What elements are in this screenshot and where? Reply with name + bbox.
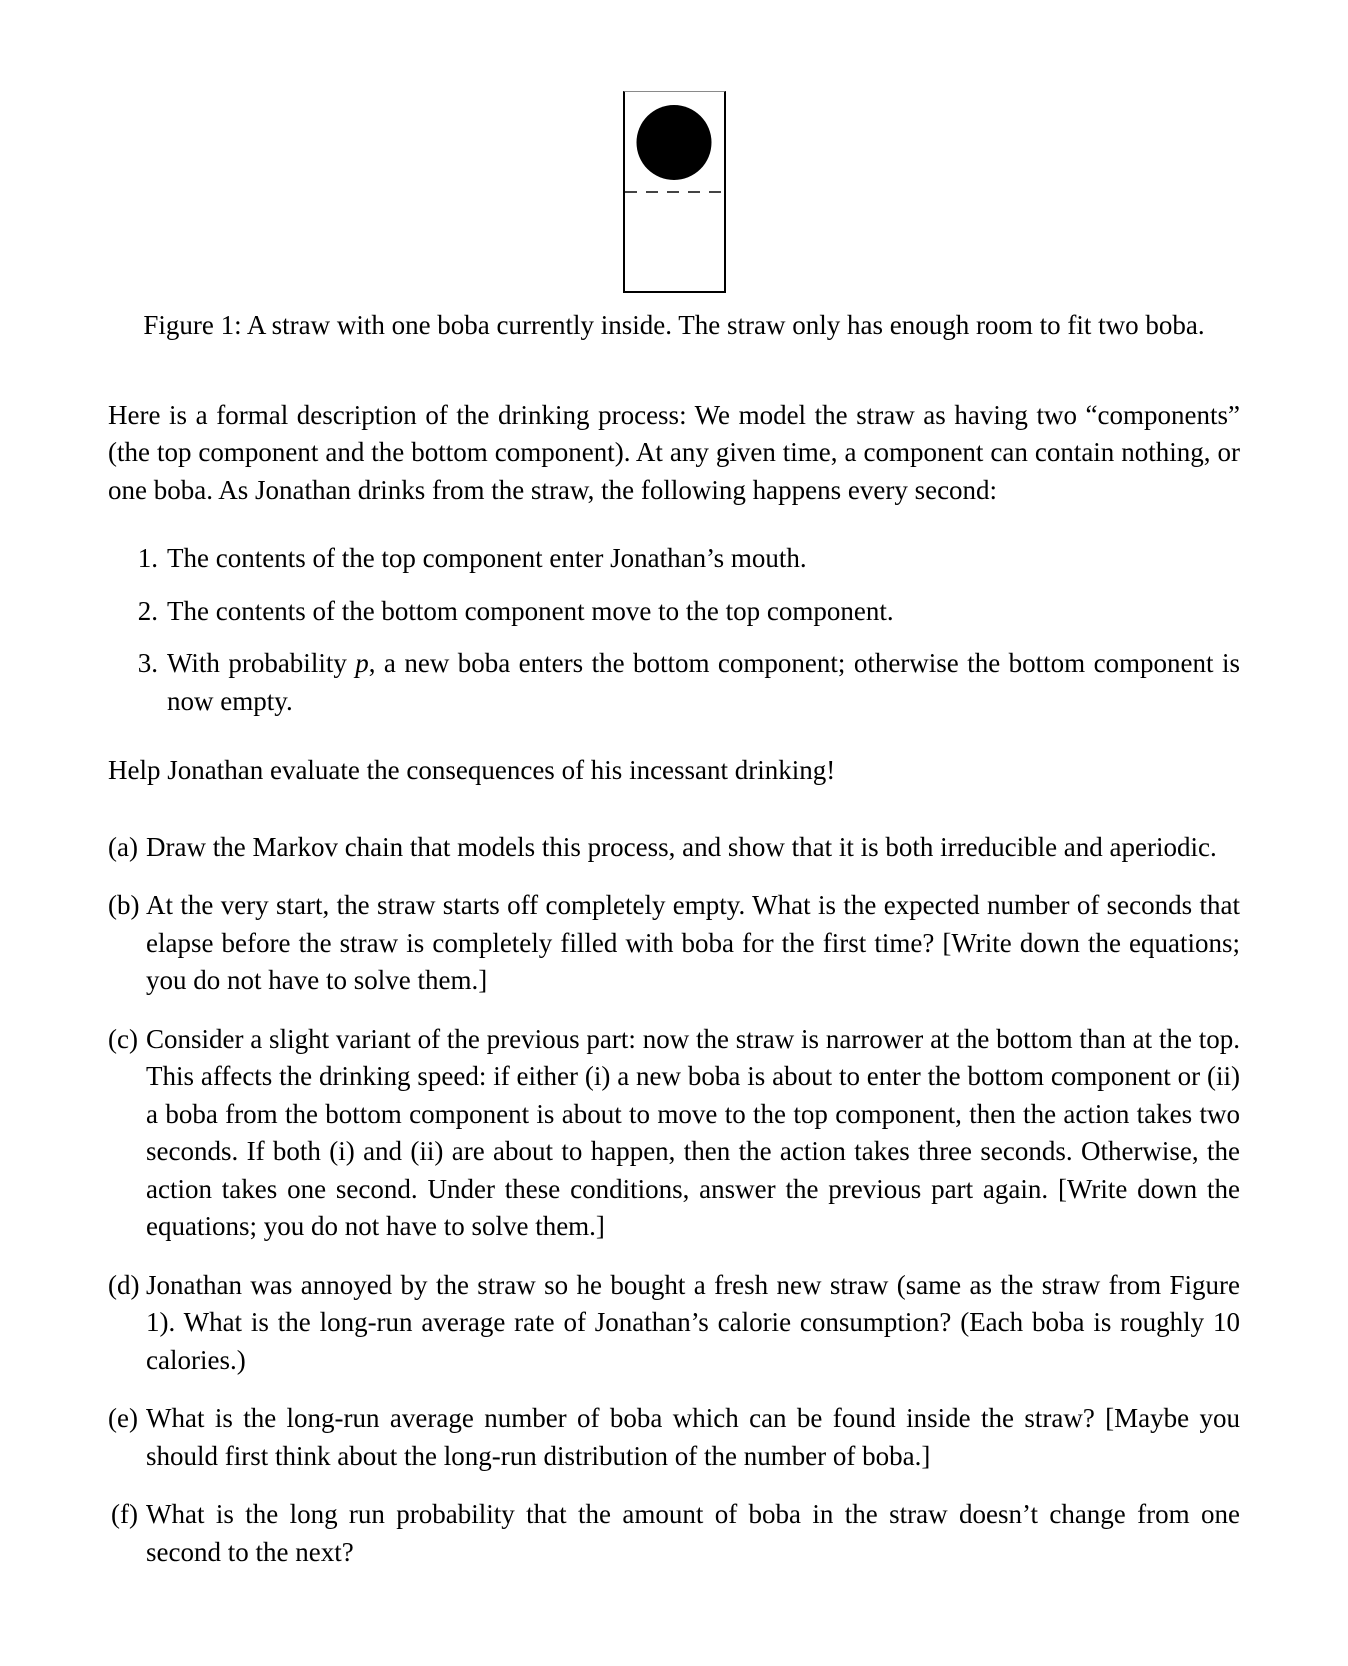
item-text: The contents of the bottom component move to the top component. <box>167 595 894 626</box>
part-text: What is the long-run average number of boba which can be found inside the straw? [Maybe you should first think about the long-run distribution of the number of boba.] <box>146 1403 1240 1471</box>
item-number: 2. <box>137 595 158 626</box>
question-part-e <box>108 1400 1240 1475</box>
item-text: The contents of the top component enter Jonathan’s mouth. <box>167 543 807 573</box>
figure-1 <box>0 0 1348 293</box>
part-label: (e) <box>108 1403 138 1433</box>
part-label: (c) <box>108 1023 138 1054</box>
boba-circle <box>637 105 712 180</box>
body-text <box>108 397 1240 1572</box>
item-number: 3. <box>137 648 158 678</box>
item-number: 1. <box>137 543 158 573</box>
straw-diagram <box>623 91 726 293</box>
math-variable-p: p <box>355 648 369 678</box>
part-text: At the very start, the straw starts off completely empty. What is the expected number of seconds that elapse before the straw is completely filled with boba for the first time? [Write down the equations; you do not have to solve them.] <box>146 890 1240 995</box>
question-part-f <box>108 1496 1240 1571</box>
question-parts-list <box>108 829 1240 1572</box>
figure-caption: Figure 1: A straw with one boba currently inside. The straw only has enough room to fit two boba. <box>143 310 1205 340</box>
intro-paragraph: Here is a formal description of the drinking process: We model the straw as having two “components” (the top component and the bottom component). At any given time, a component can contain nothing, or one boba. As Jonathan drinks from the straw, the following happens every second: <box>108 399 1240 505</box>
part-text: Jonathan was annoyed by the straw so he bought a fresh new straw (same as the straw from Figure 1). What is the long-run average rate of Jonathan’s calorie consumption? (Each boba is roughly 10 calories.) <box>146 1269 1240 1375</box>
part-text: What is the long run probability that the amount of boba in the straw doesn’t change from one second to the next? <box>146 1499 1240 1567</box>
list-item <box>108 593 1240 631</box>
list-item <box>108 540 1240 578</box>
question-part-c <box>108 1021 1240 1246</box>
question-part-d <box>108 1267 1240 1380</box>
part-label: (a) <box>108 831 138 862</box>
list-item <box>108 645 1240 720</box>
part-text: Consider a slight variant of the previous part: now the straw is narrower at the bottom than at the top. This affects the drinking speed: if either (i) a new boba is about to enter the bottom component or (ii) a boba from the bottom component is about to move to the top component, then the action takes two seconds. If both (i) and (ii) are about to happen, then the action takes three seconds. Otherwise, the action takes one second. Under these conditions, answer the previous part again. [Write down the equations; you do not have to solve them.] <box>146 1023 1240 1241</box>
drinking-steps-list <box>108 540 1240 720</box>
part-label: (d) <box>108 1269 140 1300</box>
item-text: , a new boba enters the bottom component; otherwise the bottom component is now empty. <box>167 648 1240 716</box>
part-label: (b) <box>108 890 140 920</box>
question-part-a <box>108 829 1240 867</box>
straw-component-divider-dashed-line <box>625 191 724 193</box>
part-text: Draw the Markov chain that models this process, and show that it is both irreducible and aperiodic. <box>146 831 1217 862</box>
question-part-b <box>108 887 1240 1000</box>
item-text: With probability <box>167 648 356 678</box>
help-sentence: Help Jonathan evaluate the consequences of his incessant drinking! <box>108 755 836 785</box>
part-label: (f) <box>111 1499 138 1529</box>
